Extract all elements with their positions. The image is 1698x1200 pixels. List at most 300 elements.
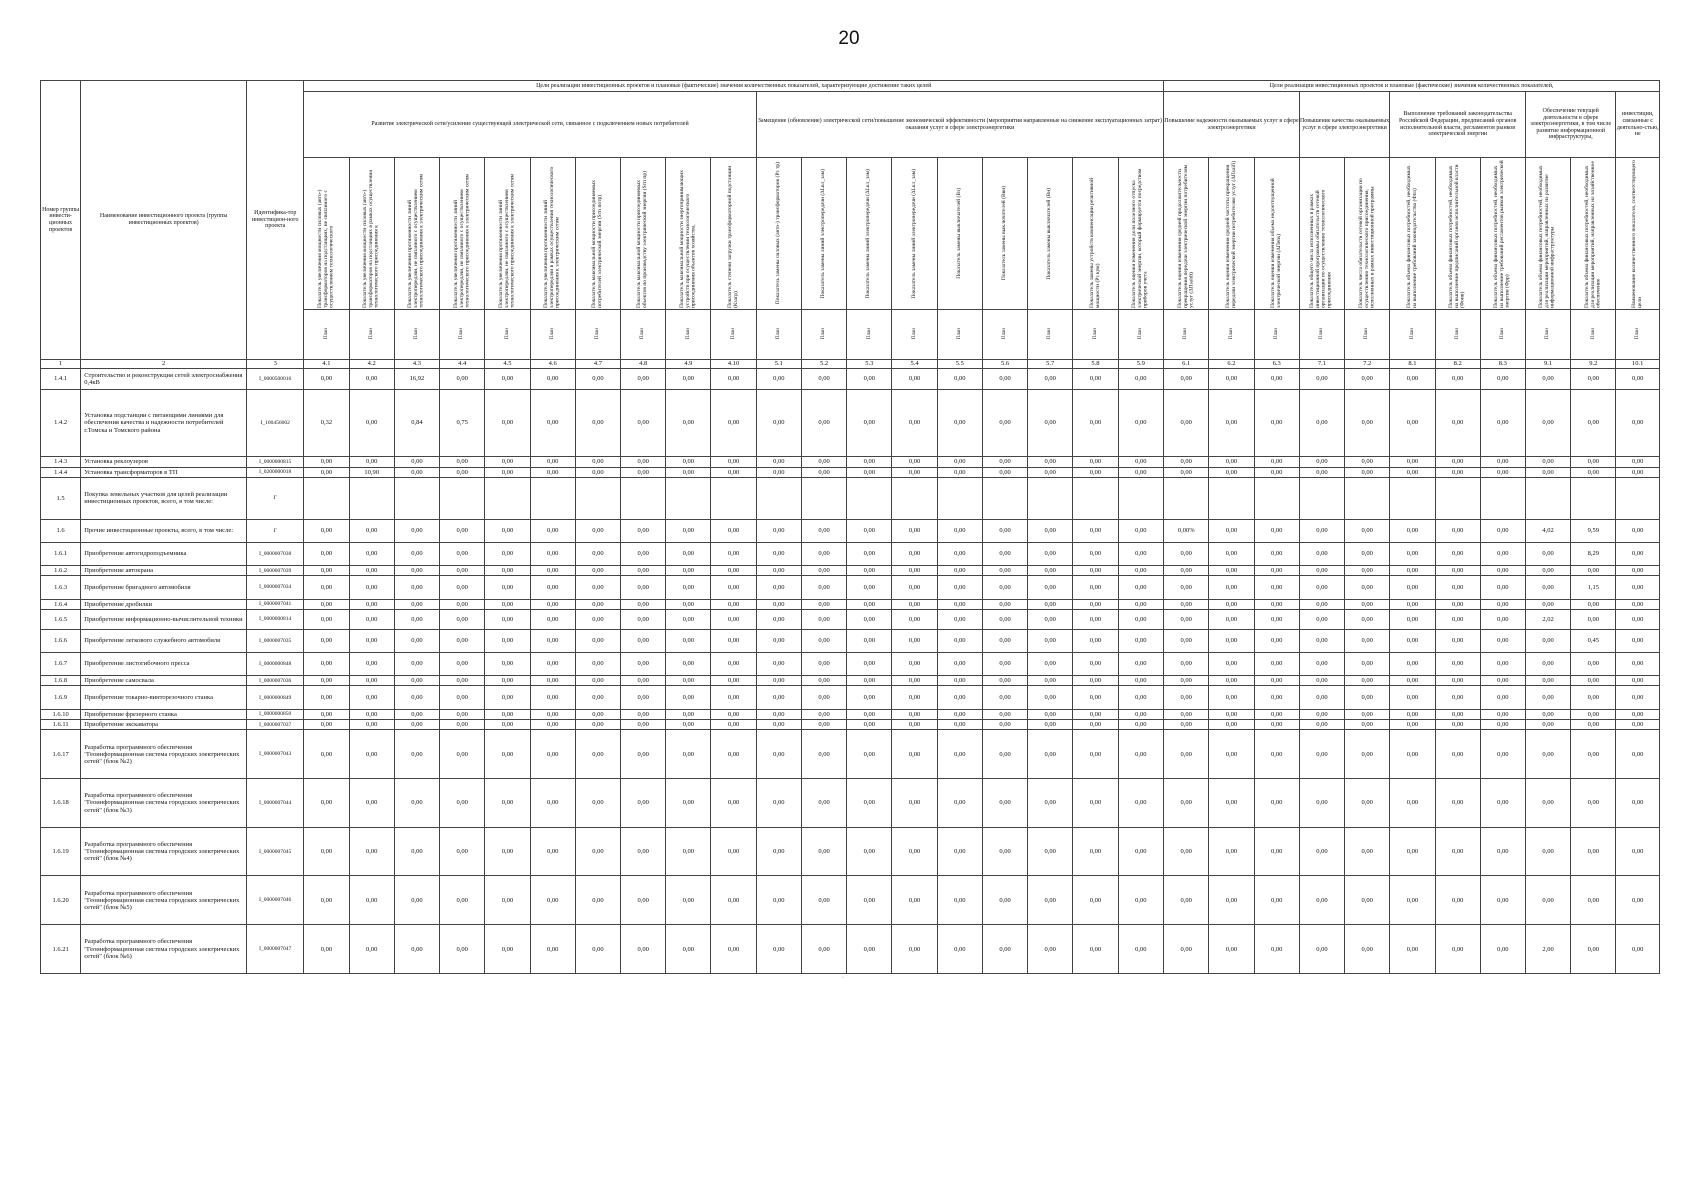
row-value: 0,00 — [530, 720, 575, 730]
row-value: 0,00 — [530, 876, 575, 925]
indicator-label: Показатель замены линий электропередачи (ΔLкл_зам) — [910, 168, 917, 299]
row-value: 0,00 — [485, 610, 530, 630]
row-value: 0,00 — [1480, 730, 1525, 779]
col-group-no: Номер группы инвести-ционных проектов — [41, 81, 81, 360]
row-value: 0,00 — [1390, 610, 1435, 630]
row-value: 0,00 — [711, 686, 756, 709]
row-value: 0,00 — [1480, 652, 1525, 675]
row-value: 0,00 — [485, 457, 530, 467]
row-value: 0,00 — [1616, 467, 1660, 477]
row-value: 0,00 — [801, 709, 846, 719]
row-value: 0,00 — [530, 779, 575, 828]
column-number: 5.5 — [937, 360, 982, 369]
row-value: 0,00 — [937, 730, 982, 779]
row-value: 0,00 — [892, 467, 937, 477]
plan-text: План — [1138, 327, 1144, 339]
row-value: 0,00 — [1571, 779, 1616, 828]
row-project-id: I_0000000848 — [247, 652, 304, 675]
row-value: 0,00 — [711, 730, 756, 779]
row-value: 0,00 — [304, 652, 349, 675]
row-value: 0,00 — [1299, 720, 1344, 730]
row-value: 0,00 — [756, 519, 801, 542]
row-value: 0,00 — [1345, 686, 1390, 709]
row-value: 0,00 — [304, 457, 349, 467]
row-value: 0,00 — [801, 652, 846, 675]
row-value: 0,00 — [485, 827, 530, 876]
row-value: 0,00 — [937, 925, 982, 974]
row-value: 0,00 — [575, 720, 620, 730]
row-value: 0,00 — [621, 576, 666, 599]
plan-label — [1480, 310, 1525, 360]
row-value: 0,00 — [1525, 629, 1570, 652]
plan-label — [1525, 310, 1570, 360]
row-project-name: Приобретение автокрана — [81, 565, 247, 575]
row-value: 0,00 — [711, 925, 756, 974]
row-value — [1616, 477, 1660, 519]
row-project-name: Покупка земельных участков для целей реализации инвестиционных проектов, всего, в том числе: — [81, 477, 247, 519]
row-value: 0,00 — [1616, 720, 1660, 730]
row-number: 1.6.21 — [41, 925, 81, 974]
row-value — [1209, 477, 1254, 519]
row-value: 0,00 — [394, 720, 439, 730]
row-value: 0,00 — [711, 720, 756, 730]
row-value: 0,00 — [1164, 709, 1209, 719]
row-value: 0,00 — [1254, 730, 1299, 779]
row-value: 0,00 — [304, 779, 349, 828]
row-value: 0,00 — [485, 519, 530, 542]
row-value — [1345, 477, 1390, 519]
indicator-label: Показатель объема финансовых потребностей, необходимых на выполнение требований законодательства (Фпз) — [1405, 164, 1418, 308]
indicator-label: Показатель увеличения протяженности линий электропередачи в рамках осуществления технологического присоединения к электрическим сетям — [543, 166, 561, 308]
goal-group-a: Цели реализации инвестиционных проектов и плановые (фактические) значения количественных показателей, характеризующие достижение таких целей — [304, 81, 1164, 92]
row-value: 0,00 — [1028, 876, 1073, 925]
row-value: 0,00 — [440, 542, 485, 565]
row-value: 0,00 — [847, 876, 892, 925]
row-value: 0,00 — [892, 676, 937, 686]
row-value: 0,00 — [1480, 876, 1525, 925]
row-value: 0,00 — [1073, 576, 1118, 599]
row-value: 0,00 — [440, 720, 485, 730]
row-value: 0,00 — [982, 519, 1027, 542]
row-value: 0,00 — [1299, 652, 1344, 675]
row-value: 0,00 — [394, 709, 439, 719]
row-value: 0,00 — [1435, 389, 1480, 456]
row-value: 0,00 — [621, 709, 666, 719]
row-project-name: Разработка программного обеспечения "Геоинформационная система городских электрических сетей" (блок №3) — [81, 779, 247, 828]
row-value: 0,00 — [982, 467, 1027, 477]
row-project-id: I_0000000849 — [247, 686, 304, 709]
row-value: 0,00 — [847, 686, 892, 709]
plan-label — [801, 310, 846, 360]
row-value: 0,00 — [1525, 720, 1570, 730]
column-number: 4.8 — [621, 360, 666, 369]
row-value: 0,00 — [621, 827, 666, 876]
row-value: 0,00 — [394, 652, 439, 675]
row-value: 0,00 — [1390, 676, 1435, 686]
row-value: 0,00 — [937, 720, 982, 730]
row-value: 0,00 — [847, 467, 892, 477]
row-value: 0,00 — [1073, 467, 1118, 477]
row-value: 0,00 — [1435, 467, 1480, 477]
row-value: 0,00 — [1390, 389, 1435, 456]
row-value: 0,00 — [485, 629, 530, 652]
row-value: 0,00 — [666, 457, 711, 467]
row-value: 0,00 — [892, 610, 937, 630]
row-value: 0,00 — [982, 610, 1027, 630]
column-number: 4.10 — [711, 360, 756, 369]
row-value: 0,00 — [1571, 599, 1616, 609]
row-value: 0,00 — [801, 542, 846, 565]
plan-text: План — [1002, 327, 1008, 339]
row-value: 0,00 — [1390, 925, 1435, 974]
table-row — [41, 827, 1660, 876]
row-value: 0,00 — [1435, 730, 1480, 779]
row-value: 0,00 — [801, 519, 846, 542]
indicator-header — [892, 158, 937, 310]
row-value: 0,00 — [937, 676, 982, 686]
row-value: 0,00 — [1390, 519, 1435, 542]
row-value: 0,00 — [1299, 457, 1344, 467]
row-value: 0,00 — [304, 576, 349, 599]
row-value: 0,00 — [1028, 730, 1073, 779]
plan-label — [666, 310, 711, 360]
row-value: 0,00 — [982, 720, 1027, 730]
row-project-name: Приобретение самосвала — [81, 676, 247, 686]
row-value: 0,00 — [575, 542, 620, 565]
row-value: 0,00 — [666, 709, 711, 719]
row-value: 0,00 — [485, 576, 530, 599]
row-value: 0,00 — [1390, 629, 1435, 652]
row-value: 0,00 — [1209, 369, 1254, 390]
indicator-label: Показатель оценки изменения объема недоотпущенной электрической энергии (ΔПens) — [1269, 177, 1282, 308]
table-row — [41, 565, 1660, 575]
row-value: 0,00 — [485, 542, 530, 565]
row-value: 0,00 — [394, 629, 439, 652]
row-value: 0,00 — [1525, 576, 1570, 599]
row-value: 0,00 — [349, 686, 394, 709]
table-row — [41, 730, 1660, 779]
row-value: 0,00 — [937, 652, 982, 675]
row-value: 0,00 — [666, 676, 711, 686]
row-value: 0,00 — [1028, 457, 1073, 467]
indicator-header — [394, 158, 439, 310]
row-value: 0,00 — [982, 686, 1027, 709]
indicator-label: Показатель оценки изменения средней продолжительности прекращения передачи электрической энергии потребителям услуг (ΔПsaidi) — [1176, 164, 1195, 308]
row-value: 0,00 — [349, 389, 394, 456]
row-project-id: Г — [247, 519, 304, 542]
row-value: 0,00 — [1525, 709, 1570, 719]
row-value: 0,00 — [666, 565, 711, 575]
row-number: 1.4.4 — [41, 467, 81, 477]
row-value: 0,00 — [1525, 827, 1570, 876]
row-value: 0,00 — [1073, 730, 1118, 779]
row-value — [530, 477, 575, 519]
row-value: 0,00 — [530, 389, 575, 456]
row-project-name: Приобретение дробилки — [81, 599, 247, 609]
row-value: 0,00 — [1299, 576, 1344, 599]
row-value: 0,00 — [1616, 709, 1660, 719]
row-value: 0,00 — [847, 652, 892, 675]
row-project-id: I_0000000815 — [247, 457, 304, 467]
row-value: 0,00 — [1299, 676, 1344, 686]
row-value: 0,00 — [304, 599, 349, 609]
plan-text: План — [1092, 327, 1098, 339]
column-numbering-row — [41, 360, 1660, 369]
row-number: 1.6.19 — [41, 827, 81, 876]
row-number: 1.6.1 — [41, 542, 81, 565]
row-number: 1.6.18 — [41, 779, 81, 828]
row-value: 0,00 — [1390, 827, 1435, 876]
indicator-header — [575, 158, 620, 310]
indicator-header — [1525, 158, 1570, 310]
indicator-header — [1435, 158, 1480, 310]
row-value: 0,00 — [711, 576, 756, 599]
table-row — [41, 369, 1660, 390]
row-value: 0,00 — [1616, 676, 1660, 686]
row-value: 0,00 — [711, 652, 756, 675]
row-value: 0,00 — [1118, 519, 1164, 542]
plan-text: План — [1228, 327, 1234, 339]
row-value: 0,00 — [1118, 467, 1164, 477]
row-number: 1.6.7 — [41, 652, 81, 675]
indicator-header — [937, 158, 982, 310]
row-value: 0,00 — [1480, 629, 1525, 652]
row-value: 0,00 — [621, 686, 666, 709]
row-value: 0,00 — [1028, 676, 1073, 686]
row-value: 0,00 — [1118, 389, 1164, 456]
row-value: 0,00 — [847, 369, 892, 390]
row-value: 0,00 — [1525, 599, 1570, 609]
row-value: 0,00 — [1480, 467, 1525, 477]
row-value — [801, 477, 846, 519]
row-value: 0,00 — [621, 652, 666, 675]
row-project-name: Прочие инвестиционные проекты, всего, в том числе: — [81, 519, 247, 542]
row-value: 0,00 — [892, 629, 937, 652]
row-value: 0,00 — [1299, 610, 1344, 630]
indicator-header — [982, 158, 1027, 310]
row-value: 0,00 — [1299, 542, 1344, 565]
row-value: 0,00 — [1390, 709, 1435, 719]
row-value: 0,00 — [621, 565, 666, 575]
plan-label — [711, 310, 756, 360]
row-value: 0,00 — [1480, 925, 1525, 974]
row-value: 0,00 — [1028, 369, 1073, 390]
row-value: 0,00 — [1073, 565, 1118, 575]
row-value: 0,00 — [801, 925, 846, 974]
indicator-label: Показатель максимальной мощности присоединяемых потребителей электрической энергии (Sтп потр) — [591, 179, 603, 308]
row-value: 0,00 — [575, 686, 620, 709]
row-value: 0,00 — [1254, 599, 1299, 609]
row-value: 0,00 — [530, 467, 575, 477]
row-value: 0,00 — [530, 686, 575, 709]
row-value: 0,00 — [847, 629, 892, 652]
row-value: 0,00 — [982, 389, 1027, 456]
row-value: 0,00 — [575, 576, 620, 599]
plan-text: План — [368, 327, 374, 339]
row-value: 0,00 — [892, 730, 937, 779]
row-value: 0,00 — [575, 676, 620, 686]
row-value: 0,00 — [1525, 542, 1570, 565]
row-value: 0,00 — [394, 925, 439, 974]
row-value: 0,00 — [892, 720, 937, 730]
row-value: 0,00 — [1254, 457, 1299, 467]
row-value: 0,00 — [1390, 457, 1435, 467]
row-value: 0,00 — [304, 610, 349, 630]
row-value: 0,00 — [621, 519, 666, 542]
row-value: 0,00 — [1525, 467, 1570, 477]
row-value — [1435, 477, 1480, 519]
row-value — [394, 477, 439, 519]
row-value: 0,00 — [1073, 519, 1118, 542]
row-value: 0,00 — [1435, 369, 1480, 390]
plan-text: План — [1319, 327, 1325, 339]
row-value: 0,00 — [1299, 779, 1344, 828]
row-value: 0,00 — [982, 730, 1027, 779]
column-number: 5.1 — [756, 360, 801, 369]
row-value: 0,00 — [1525, 369, 1570, 390]
row-value: 0,00 — [1480, 457, 1525, 467]
row-value: 0,00 — [937, 709, 982, 719]
row-value: 0,00 — [1435, 457, 1480, 467]
row-value: 0,00 — [1299, 730, 1344, 779]
row-value: 0,00 — [666, 467, 711, 477]
row-value: 0,00 — [1390, 369, 1435, 390]
row-value: 0,00 — [349, 827, 394, 876]
goal-current-activity: Обеспечение текущей деятельности в сфере электроэнергетики, в том числе развитие информационной инфраструктуры, — [1525, 92, 1615, 158]
row-value: 0,00 — [349, 676, 394, 686]
row-value: 0,00 — [394, 610, 439, 630]
row-value: 0,00 — [937, 827, 982, 876]
plan-text: План — [776, 327, 782, 339]
row-value: 0,00 — [485, 467, 530, 477]
row-value: 0,00 — [621, 720, 666, 730]
row-value: 0,00 — [982, 652, 1027, 675]
plan-text: План — [821, 327, 827, 339]
row-value: 0,00 — [1164, 576, 1209, 599]
row-value: 0,00 — [440, 876, 485, 925]
row-value: 0,00 — [756, 709, 801, 719]
row-value: 0,00 — [1571, 686, 1616, 709]
row-value: 0,00 — [1480, 676, 1525, 686]
row-value: 0,00 — [982, 676, 1027, 686]
column-number: 5.8 — [1073, 360, 1118, 369]
row-value: 0,00 — [1435, 519, 1480, 542]
row-value: 0,00 — [1118, 730, 1164, 779]
table-row — [41, 457, 1660, 467]
row-value — [756, 477, 801, 519]
row-value: 0,00 — [394, 542, 439, 565]
row-value: 0,00 — [575, 457, 620, 467]
row-value: 0,00 — [621, 457, 666, 467]
row-value: 0,00 — [485, 686, 530, 709]
row-value: 0,00 — [1480, 599, 1525, 609]
row-value — [1164, 477, 1209, 519]
row-value: 0,00 — [1616, 519, 1660, 542]
row-value: 0,00 — [621, 599, 666, 609]
row-project-name: Установка подстанции с питающими линиями для обеспечения качества и надежности потребителей г.Томска и Томского района — [81, 389, 247, 456]
row-value: 0,00 — [1118, 599, 1164, 609]
row-value: 0,00 — [1435, 709, 1480, 719]
row-value: 0,00 — [1435, 610, 1480, 630]
column-number: 2 — [81, 360, 247, 369]
row-value: 0,00 — [982, 709, 1027, 719]
row-value: 0,00 — [1073, 389, 1118, 456]
plan-text: План — [549, 327, 555, 339]
row-value: 0,00 — [575, 827, 620, 876]
row-value — [982, 477, 1027, 519]
row-value: 0,00 — [982, 779, 1027, 828]
row-value: 0,00 — [304, 369, 349, 390]
row-value: 0,00 — [756, 876, 801, 925]
row-value: 0,00 — [1209, 652, 1254, 675]
row-value: 0,00 — [1571, 565, 1616, 575]
row-value: 9,59 — [1571, 519, 1616, 542]
row-number: 1.6.4 — [41, 599, 81, 609]
indicator-label: Показатель максимальной мощности присоединяемых объектов по производству электрической энергии (Sтп пр) — [636, 170, 649, 308]
plan-label — [847, 310, 892, 360]
row-value: 0,00 — [982, 876, 1027, 925]
row-value: 0,00 — [847, 827, 892, 876]
row-value: 0,00 — [1118, 369, 1164, 390]
column-number: 9.1 — [1525, 360, 1570, 369]
row-value: 0,00 — [440, 827, 485, 876]
column-number: 1 — [41, 360, 81, 369]
row-value: 0,00 — [1164, 542, 1209, 565]
row-value — [1480, 477, 1525, 519]
row-value — [485, 477, 530, 519]
row-value: 0,00 — [1345, 720, 1390, 730]
row-value: 0,00 — [847, 720, 892, 730]
row-value: 0,00 — [440, 565, 485, 575]
row-value: 0,00 — [892, 369, 937, 390]
row-value: 0,00 — [1254, 576, 1299, 599]
plan-label — [575, 310, 620, 360]
column-number: 3 — [247, 360, 304, 369]
column-number: 4.6 — [530, 360, 575, 369]
indicator-header — [711, 158, 756, 310]
row-value: 0,00 — [1616, 876, 1660, 925]
plan-label — [1254, 310, 1299, 360]
indicator-header — [1073, 158, 1118, 310]
row-value: 0,00 — [1345, 467, 1390, 477]
row-value: 0,00 — [349, 876, 394, 925]
row-value: 0,00 — [1254, 720, 1299, 730]
row-value: 0,00 — [847, 709, 892, 719]
row-value: 0,00 — [801, 467, 846, 477]
row-value: 0,00 — [711, 676, 756, 686]
row-value: 0,00 — [1209, 457, 1254, 467]
row-value: 0,00 — [440, 457, 485, 467]
row-value: 0,00 — [1435, 720, 1480, 730]
row-value: 0,00 — [1118, 565, 1164, 575]
row-value: 0,00 — [1345, 457, 1390, 467]
row-value: 0,00 — [575, 369, 620, 390]
row-value: 0,00 — [1299, 629, 1344, 652]
row-value: 0,00 — [1435, 827, 1480, 876]
indicator-header — [485, 158, 530, 310]
col-project-name: Наименование инвестиционного проекта (группы инвестиционных проектов) — [81, 81, 247, 360]
row-value: 8,29 — [1571, 542, 1616, 565]
row-value: 0,00 — [937, 542, 982, 565]
row-value: 0,00 — [394, 676, 439, 686]
row-value: 0,00 — [394, 565, 439, 575]
row-value: 0,00 — [1118, 576, 1164, 599]
row-value: 0,00 — [801, 629, 846, 652]
row-number: 1.6 — [41, 519, 81, 542]
row-value: 0,00 — [349, 542, 394, 565]
row-value: 0,00 — [1164, 599, 1209, 609]
row-value: 0,00 — [394, 467, 439, 477]
